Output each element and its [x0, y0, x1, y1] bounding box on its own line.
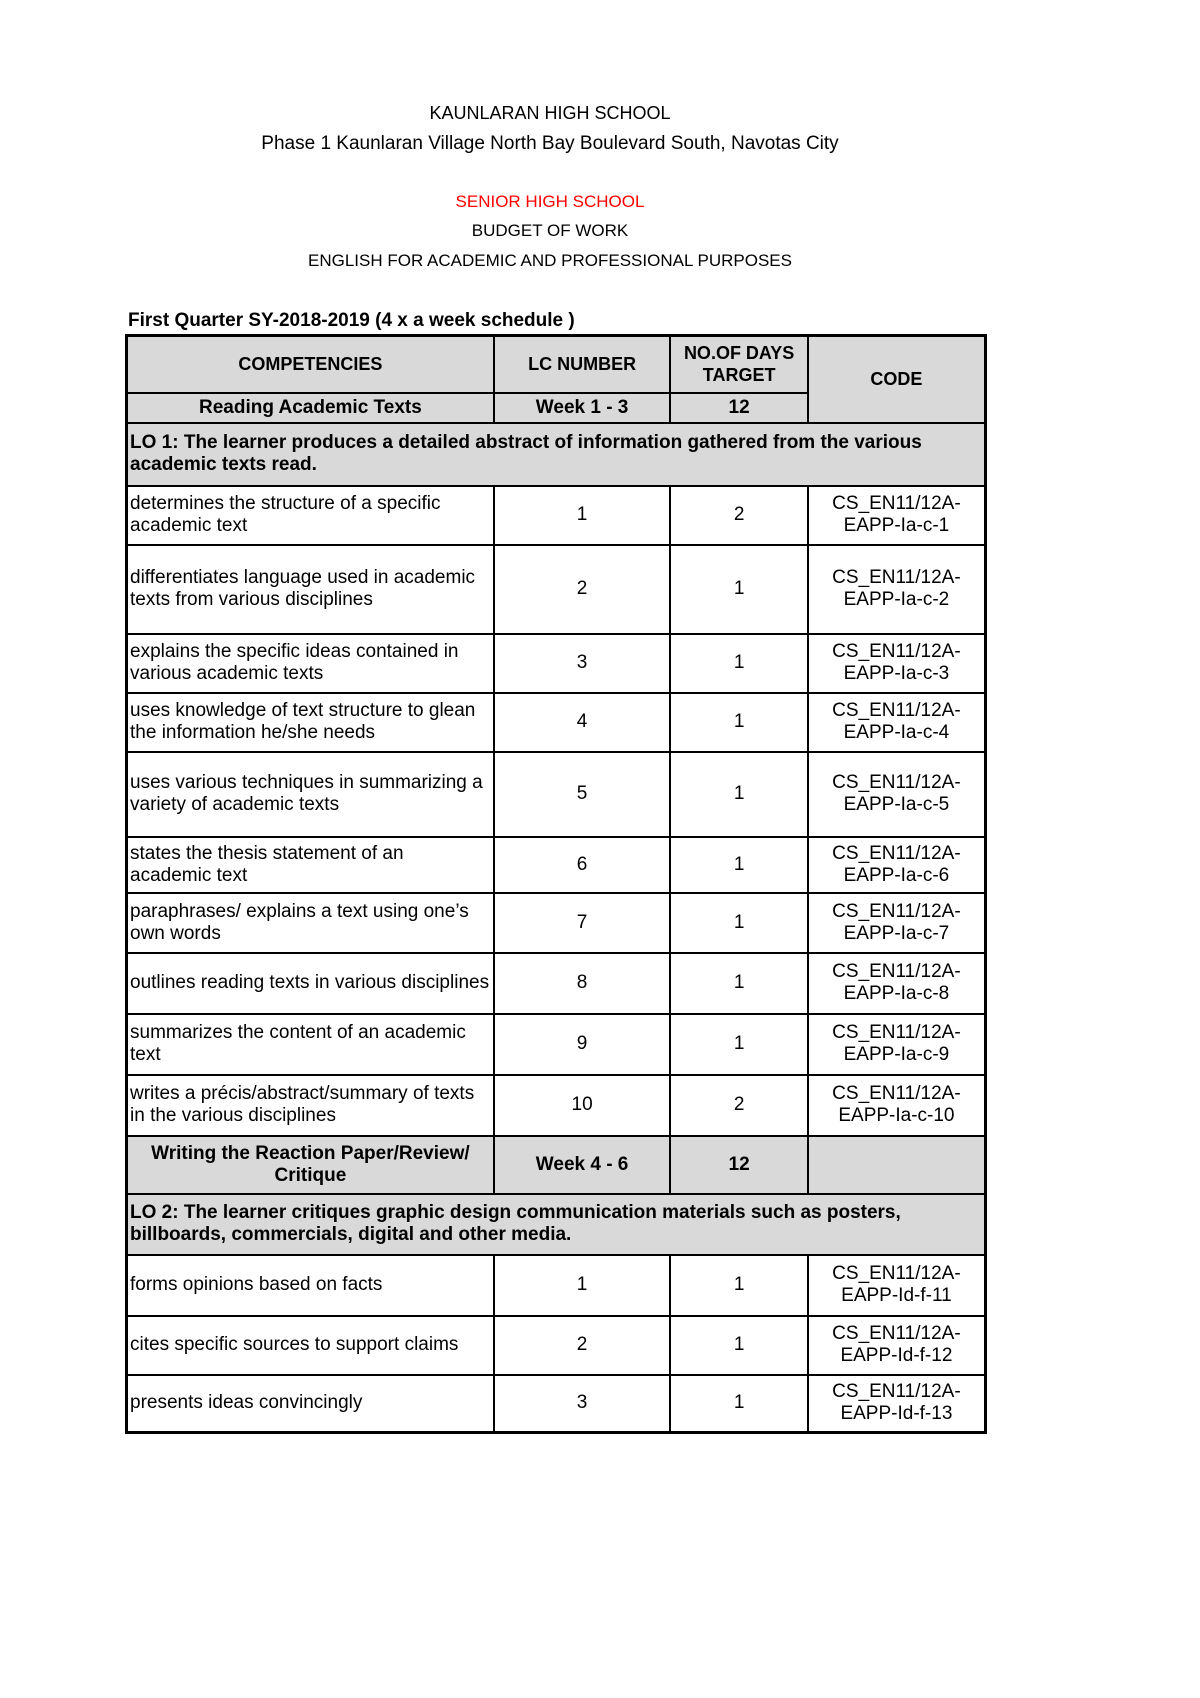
learning-outcome-text: LO 2: The learner critiques graphic design communication materials such as posters, billboards, commercials, digital and other media.: [127, 1194, 986, 1255]
competency-cell: determines the structure of a specific academic text: [127, 486, 494, 545]
table-row: [127, 1075, 986, 1136]
code-cell: CS_EN11/12A-EAPP-Ia-c-8: [808, 953, 986, 1014]
days-cell: 1: [670, 1375, 807, 1433]
lc-number-cell: 1: [494, 1255, 671, 1316]
competency-cell: writes a précis/abstract/summary of texts in the various disciplines: [127, 1075, 494, 1136]
table-row: [127, 1014, 986, 1075]
lc-number-cell: 7: [494, 893, 671, 953]
code-cell: CS_EN11/12A-EAPP-Ia-c-6: [808, 837, 986, 893]
learning-outcome-row: [127, 423, 986, 486]
school-name: KAUNLARAN HIGH SCHOOL: [429, 103, 671, 123]
table-row: [127, 634, 986, 693]
table-header-row: [127, 336, 986, 393]
section-weeks: Week 1 - 3: [494, 393, 671, 423]
school-address: Phase 1 Kaunlaran Village North Bay Boulevard South, Navotas City: [261, 133, 839, 154]
competency-cell: paraphrases/ explains a text using one’s own words: [127, 893, 494, 953]
competency-cell: uses knowledge of text structure to glean the information he/she needs: [127, 693, 494, 752]
table-row: [127, 893, 986, 953]
lc-number-cell: 5: [494, 752, 671, 837]
table-row: [127, 752, 986, 837]
days-cell: 1: [670, 752, 807, 837]
section-code-cell: [808, 1136, 986, 1194]
section-weeks: Week 4 - 6: [494, 1136, 671, 1194]
lc-number-cell: 6: [494, 837, 671, 893]
lc-number-cell: 2: [494, 1316, 671, 1375]
code-cell: CS_EN11/12A-EAPP-Ia-c-7: [808, 893, 986, 953]
table-row: [127, 1316, 986, 1375]
code-cell: CS_EN11/12A-EAPP-Id-f-13: [808, 1375, 986, 1433]
code-cell: CS_EN11/12A-EAPP-Ia-c-5: [808, 752, 986, 837]
lc-number-cell: 3: [494, 634, 671, 693]
learning-outcome-row: [127, 1194, 986, 1255]
code-cell: CS_EN11/12A-EAPP-Ia-c-10: [808, 1075, 986, 1136]
document-type: BUDGET OF WORK: [471, 221, 629, 240]
header-competencies: COMPETENCIES: [127, 336, 494, 393]
days-cell: 1: [670, 1316, 807, 1375]
days-cell: 1: [670, 953, 807, 1014]
learning-outcome-text: LO 1: The learner produces a detailed abstract of information gathered from the various academic texts read.: [127, 423, 986, 486]
competency-cell: states the thesis statement of an academic text: [127, 837, 494, 893]
competency-cell: uses various techniques in summarizing a variety of academic texts: [127, 752, 494, 837]
lc-number-cell: 8: [494, 953, 671, 1014]
days-cell: 2: [670, 1075, 807, 1136]
competency-cell: explains the specific ideas contained in various academic texts: [127, 634, 494, 693]
table-row: [127, 837, 986, 893]
quarter-line: First Quarter SY-2018-2019 (4 x a week schedule ): [128, 310, 575, 331]
table-row: [127, 545, 986, 634]
lc-number-cell: 4: [494, 693, 671, 752]
days-cell: 1: [670, 893, 807, 953]
code-cell: CS_EN11/12A-EAPP-Ia-c-9: [808, 1014, 986, 1075]
code-cell: CS_EN11/12A-EAPP-Id-f-12: [808, 1316, 986, 1375]
program-name: SENIOR HIGH SCHOOL: [455, 192, 645, 211]
competency-cell: cites specific sources to support claims: [127, 1316, 494, 1375]
code-cell: CS_EN11/12A-EAPP-Ia-c-1: [808, 486, 986, 545]
competency-cell: differentiates language used in academic texts from various disciplines: [127, 545, 494, 634]
days-cell: 1: [670, 693, 807, 752]
subject-title: ENGLISH FOR ACADEMIC AND PROFESSIONAL PURPOSES: [308, 251, 792, 270]
code-cell: CS_EN11/12A-EAPP-Id-f-11: [808, 1255, 986, 1316]
table-row: [127, 1255, 986, 1316]
lc-number-cell: 10: [494, 1075, 671, 1136]
budget-of-work-table: [125, 334, 987, 1434]
days-cell: 1: [670, 634, 807, 693]
competency-cell: presents ideas convincingly: [127, 1375, 494, 1433]
section-row: [127, 1136, 986, 1194]
header-days-target: NO.OF DAYS TARGET: [670, 336, 807, 393]
days-cell: 2: [670, 486, 807, 545]
competency-cell: summarizes the content of an academic text: [127, 1014, 494, 1075]
competency-cell: outlines reading texts in various disciplines: [127, 953, 494, 1014]
days-cell: 1: [670, 837, 807, 893]
header-code: CODE: [808, 336, 986, 423]
table-row: [127, 1375, 986, 1433]
lc-number-cell: 3: [494, 1375, 671, 1433]
table-row: [127, 953, 986, 1014]
section-days: 12: [670, 393, 807, 423]
lc-number-cell: 1: [494, 486, 671, 545]
code-cell: CS_EN11/12A-EAPP-Ia-c-2: [808, 545, 986, 634]
competency-cell: forms opinions based on facts: [127, 1255, 494, 1316]
table-row: [127, 486, 986, 545]
lc-number-cell: 9: [494, 1014, 671, 1075]
days-cell: 1: [670, 545, 807, 634]
section-days: 12: [670, 1136, 807, 1194]
days-cell: 1: [670, 1014, 807, 1075]
section-title: Reading Academic Texts: [127, 393, 494, 423]
table-row: [127, 693, 986, 752]
section-title: Writing the Reaction Paper/Review/ Critique: [127, 1136, 494, 1194]
code-cell: CS_EN11/12A-EAPP-Ia-c-3: [808, 634, 986, 693]
days-cell: 1: [670, 1255, 807, 1316]
lc-number-cell: 2: [494, 545, 671, 634]
header-lc-number: LC NUMBER: [494, 336, 671, 393]
code-cell: CS_EN11/12A-EAPP-Ia-c-4: [808, 693, 986, 752]
